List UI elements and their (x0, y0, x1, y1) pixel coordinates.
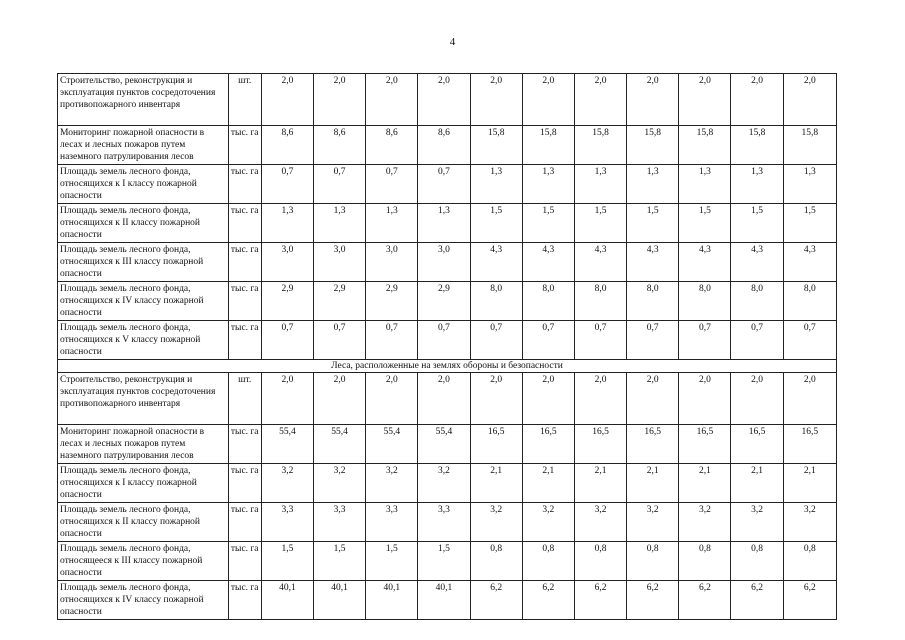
value-cell: 2,0 (470, 373, 522, 425)
value-cell: 2,1 (627, 464, 679, 503)
value-cell: 8,6 (418, 126, 470, 165)
value-cell: 8,0 (522, 282, 574, 321)
value-cell: 6,2 (470, 581, 522, 620)
value-cell: 2,0 (627, 74, 679, 126)
value-cell: 2,0 (522, 373, 574, 425)
value-cell: 16,5 (783, 425, 836, 464)
value-cell: 0,7 (418, 165, 470, 204)
value-cell: 3,0 (313, 243, 365, 282)
table-row (58, 581, 837, 620)
value-cell: 3,0 (261, 243, 313, 282)
value-cell: 8,6 (313, 126, 365, 165)
value-cell: 2,0 (313, 74, 365, 126)
value-cell: 1,5 (574, 204, 626, 243)
row-name-cell: Площадь земель лесного фонда, относящихся к IV классу пожарной опасности (58, 282, 229, 321)
value-cell: 2,0 (261, 74, 313, 126)
value-cell: 4,3 (783, 243, 836, 282)
value-cell: 4,3 (679, 243, 731, 282)
value-cell: 6,2 (679, 581, 731, 620)
value-cell: 8,0 (783, 282, 836, 321)
value-cell: 3,3 (313, 503, 365, 542)
value-cell: 3,2 (574, 503, 626, 542)
row-name-cell: Площадь земель лесного фонда, относящихся к III классу пожарной опасности (58, 243, 229, 282)
value-cell: 2,0 (366, 373, 418, 425)
value-cell: 0,7 (522, 321, 574, 360)
value-cell: 0,8 (574, 542, 626, 581)
value-cell: 0,7 (574, 321, 626, 360)
value-cell: 16,5 (470, 425, 522, 464)
table-row (58, 425, 837, 464)
value-cell: 3,2 (470, 503, 522, 542)
unit-cell: шт. (228, 373, 261, 425)
value-cell: 2,0 (679, 74, 731, 126)
value-cell: 0,8 (783, 542, 836, 581)
value-cell: 2,0 (679, 373, 731, 425)
value-cell: 3,2 (418, 464, 470, 503)
value-cell: 55,4 (366, 425, 418, 464)
value-cell: 55,4 (261, 425, 313, 464)
unit-cell: тыс. га (228, 282, 261, 321)
value-cell: 3,3 (261, 503, 313, 542)
value-cell: 1,3 (574, 165, 626, 204)
value-cell: 4,3 (522, 243, 574, 282)
row-name-cell: Площадь земель лесного фонда, относящихся к I классу пожарной опасности (58, 165, 229, 204)
value-cell: 8,6 (261, 126, 313, 165)
value-cell: 6,2 (522, 581, 574, 620)
value-cell: 1,3 (418, 204, 470, 243)
value-cell: 16,5 (522, 425, 574, 464)
unit-cell: тыс. га (228, 126, 261, 165)
value-cell: 3,2 (522, 503, 574, 542)
value-cell: 6,2 (627, 581, 679, 620)
value-cell: 16,5 (731, 425, 783, 464)
value-cell: 2,1 (470, 464, 522, 503)
table-row (58, 321, 837, 360)
value-cell: 4,3 (731, 243, 783, 282)
unit-cell: тыс. га (228, 321, 261, 360)
table-row (58, 243, 837, 282)
value-cell: 0,8 (679, 542, 731, 581)
value-cell: 2,9 (313, 282, 365, 321)
value-cell: 2,1 (731, 464, 783, 503)
unit-cell: тыс. га (228, 243, 261, 282)
row-name-cell: Строительство, реконструкция и эксплуатация пунктов сосредоточения противопожарного инвентаря (58, 373, 229, 425)
value-cell: 40,1 (418, 581, 470, 620)
value-cell: 8,0 (679, 282, 731, 321)
value-cell: 0,8 (731, 542, 783, 581)
value-cell: 40,1 (261, 581, 313, 620)
value-cell: 0,7 (366, 165, 418, 204)
value-cell: 1,5 (418, 542, 470, 581)
value-cell: 2,0 (731, 74, 783, 126)
value-cell: 0,7 (313, 321, 365, 360)
value-cell: 0,7 (418, 321, 470, 360)
value-cell: 8,0 (731, 282, 783, 321)
value-cell: 4,3 (627, 243, 679, 282)
section-header-row (58, 360, 837, 373)
value-cell: 1,3 (313, 204, 365, 243)
value-cell: 1,3 (783, 165, 836, 204)
value-cell: 15,8 (731, 126, 783, 165)
value-cell: 2,0 (627, 373, 679, 425)
value-cell: 0,8 (470, 542, 522, 581)
unit-cell: тыс. га (228, 503, 261, 542)
value-cell: 2,1 (783, 464, 836, 503)
value-cell: 2,0 (783, 74, 836, 126)
value-cell: 2,0 (731, 373, 783, 425)
value-cell: 16,5 (574, 425, 626, 464)
value-cell: 1,3 (522, 165, 574, 204)
value-cell: 2,0 (313, 373, 365, 425)
value-cell: 1,3 (679, 165, 731, 204)
row-name-cell: Строительство, реконструкция и эксплуатация пунктов сосредоточения противопожарного инвентаря (58, 74, 229, 126)
value-cell: 1,5 (261, 542, 313, 581)
row-name-cell: Площадь земель лесного фонда, относящихся к IV классу пожарной опасности (58, 581, 229, 620)
value-cell: 40,1 (313, 581, 365, 620)
section-title: Леса, расположенные на землях обороны и безопасности (58, 360, 837, 373)
table-row (58, 126, 837, 165)
table-row (58, 165, 837, 204)
unit-cell: шт. (228, 74, 261, 126)
value-cell: 2,9 (418, 282, 470, 321)
value-cell: 15,8 (679, 126, 731, 165)
value-cell: 3,0 (418, 243, 470, 282)
table-row (58, 74, 837, 126)
value-cell: 55,4 (418, 425, 470, 464)
unit-cell: тыс. га (228, 425, 261, 464)
row-name-cell: Площадь земель лесного фонда, относящихся к II классу пожарной опасности (58, 503, 229, 542)
value-cell: 3,3 (418, 503, 470, 542)
value-cell: 8,0 (470, 282, 522, 321)
value-cell: 15,8 (783, 126, 836, 165)
value-cell: 55,4 (313, 425, 365, 464)
value-cell: 6,2 (783, 581, 836, 620)
value-cell: 1,3 (261, 204, 313, 243)
value-cell: 0,7 (679, 321, 731, 360)
row-name-cell: Площадь земель лесного фонда, относящихся к II классу пожарной опасности (58, 204, 229, 243)
value-cell: 3,2 (313, 464, 365, 503)
value-cell: 8,6 (366, 126, 418, 165)
value-cell: 1,3 (366, 204, 418, 243)
row-name-cell: Площадь земель лесного фонда, относящихся к I классу пожарной опасности (58, 464, 229, 503)
forest-fire-table (57, 73, 837, 620)
value-cell: 0,7 (470, 321, 522, 360)
value-cell: 0,7 (261, 321, 313, 360)
value-cell: 0,8 (522, 542, 574, 581)
value-cell: 6,2 (574, 581, 626, 620)
value-cell: 2,1 (574, 464, 626, 503)
value-cell: 2,0 (261, 373, 313, 425)
row-name-cell: Мониторинг пожарной опасности в лесах и лесных пожаров путем наземного патрулирования лесов (58, 126, 229, 165)
value-cell: 15,8 (522, 126, 574, 165)
value-cell: 0,7 (366, 321, 418, 360)
page-number: 4 (449, 36, 456, 48)
value-cell: 2,1 (522, 464, 574, 503)
value-cell: 1,5 (313, 542, 365, 581)
value-cell: 3,0 (366, 243, 418, 282)
value-cell: 1,5 (366, 542, 418, 581)
table-row (58, 282, 837, 321)
table-row (58, 542, 837, 581)
value-cell: 1,5 (470, 204, 522, 243)
value-cell: 3,2 (627, 503, 679, 542)
value-cell: 0,7 (783, 321, 836, 360)
unit-cell: тыс. га (228, 542, 261, 581)
value-cell: 1,5 (783, 204, 836, 243)
table-body (58, 74, 837, 620)
value-cell: 15,8 (574, 126, 626, 165)
value-cell: 0,7 (731, 321, 783, 360)
value-cell: 1,3 (470, 165, 522, 204)
row-name-cell: Площадь земель лесного фонда, относящихся к V классу пожарной опасности (58, 321, 229, 360)
table-row (58, 373, 837, 425)
row-name-cell: Площадь земель лесного фонда, относящееся к III классу пожарной опасности (58, 542, 229, 581)
value-cell: 1,3 (731, 165, 783, 204)
value-cell: 40,1 (366, 581, 418, 620)
value-cell: 3,2 (366, 464, 418, 503)
value-cell: 0,7 (627, 321, 679, 360)
value-cell: 15,8 (627, 126, 679, 165)
value-cell: 3,2 (783, 503, 836, 542)
value-cell: 3,2 (679, 503, 731, 542)
value-cell: 2,0 (522, 74, 574, 126)
value-cell: 1,5 (679, 204, 731, 243)
value-cell: 4,3 (470, 243, 522, 282)
unit-cell: тыс. га (228, 165, 261, 204)
value-cell: 2,0 (418, 373, 470, 425)
value-cell: 4,3 (574, 243, 626, 282)
value-cell: 1,3 (627, 165, 679, 204)
unit-cell: тыс. га (228, 464, 261, 503)
value-cell: 16,5 (627, 425, 679, 464)
value-cell: 1,5 (731, 204, 783, 243)
unit-cell: тыс. га (228, 204, 261, 243)
value-cell: 3,2 (731, 503, 783, 542)
table-row (58, 204, 837, 243)
value-cell: 1,5 (627, 204, 679, 243)
unit-cell: тыс. га (228, 581, 261, 620)
value-cell: 2,0 (574, 74, 626, 126)
value-cell: 2,1 (679, 464, 731, 503)
value-cell: 16,5 (679, 425, 731, 464)
value-cell: 0,7 (261, 165, 313, 204)
value-cell: 0,8 (627, 542, 679, 581)
value-cell: 6,2 (731, 581, 783, 620)
value-cell: 3,3 (366, 503, 418, 542)
value-cell: 2,0 (783, 373, 836, 425)
row-name-cell: Мониторинг пожарной опасности в лесах и лесных пожаров путем наземного патрулирования лесов (58, 425, 229, 464)
value-cell: 2,9 (366, 282, 418, 321)
value-cell: 0,7 (313, 165, 365, 204)
value-cell: 2,9 (261, 282, 313, 321)
value-cell: 1,5 (522, 204, 574, 243)
value-cell: 2,0 (470, 74, 522, 126)
table-row (58, 503, 837, 542)
value-cell: 2,0 (366, 74, 418, 126)
value-cell: 2,0 (574, 373, 626, 425)
value-cell: 3,2 (261, 464, 313, 503)
value-cell: 8,0 (574, 282, 626, 321)
value-cell: 15,8 (470, 126, 522, 165)
value-cell: 2,0 (418, 74, 470, 126)
table-row (58, 464, 837, 503)
value-cell: 8,0 (627, 282, 679, 321)
